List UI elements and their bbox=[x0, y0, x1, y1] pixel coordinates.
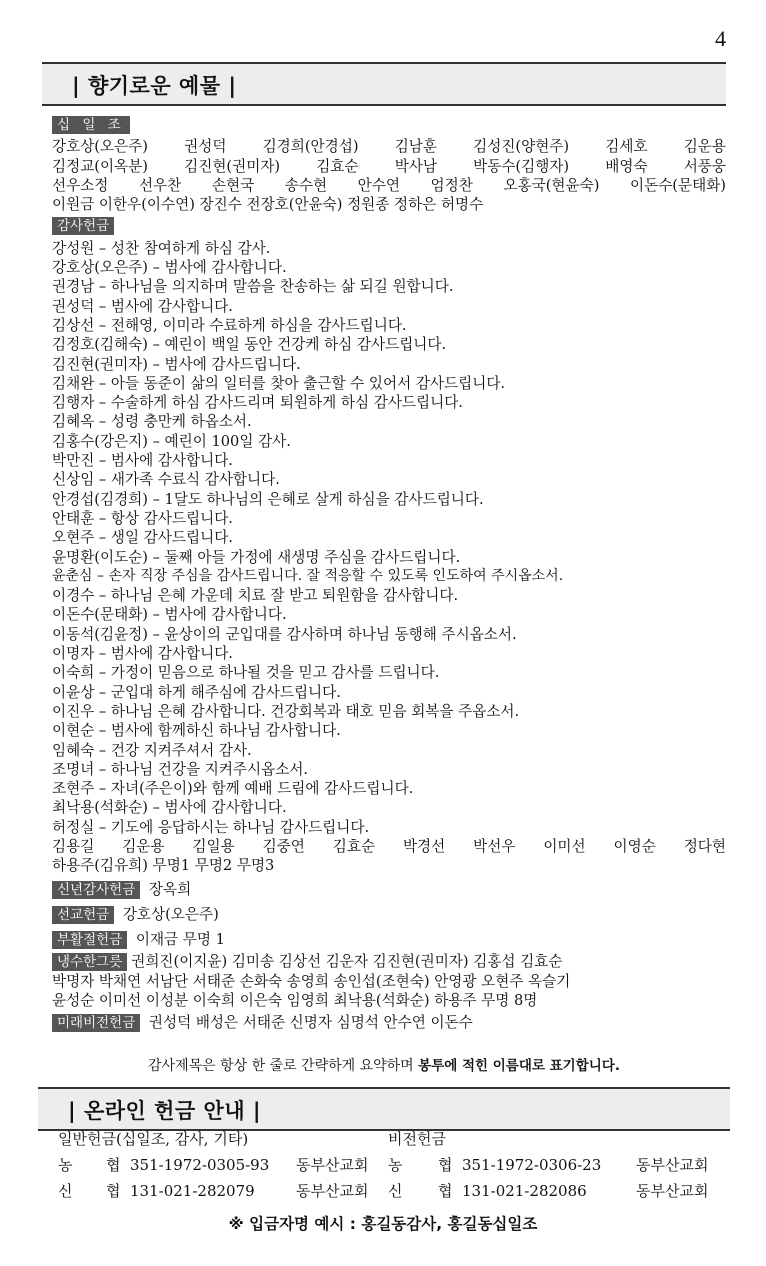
tithe-tag: 십 일 조 bbox=[52, 116, 130, 134]
thanks-line: 이돈수(문태화) – 범사에 감사합니다. bbox=[52, 606, 287, 624]
general-offering-label: 일반헌금(십일조, 감사, 기타) bbox=[58, 1130, 249, 1148]
account-holder: 동부산교회 bbox=[296, 1156, 369, 1174]
offering-section-header: | 향기로운 예물 | bbox=[42, 62, 726, 106]
thanks-line: 최낙용(석화순) – 범사에 감사합니다. bbox=[52, 799, 287, 817]
thanks-line: 김홍수(강은지) – 예린이 100일 감사. bbox=[52, 432, 291, 450]
offering-note bbox=[42, 1054, 726, 1075]
account-holder: 동부산교회 bbox=[636, 1156, 709, 1174]
thanks-line: 이현순 – 범사에 함께하신 하나님 감사합니다. bbox=[52, 722, 341, 740]
tithe-line: 이원금 이한우(이수연) 장진수 전장호(안윤숙) 정원종 정하은 허명수 bbox=[52, 196, 484, 214]
resurrection-names: 이재금 무명 1 bbox=[135, 931, 225, 949]
thanks-names-line: 하용주(김유희) 무명1 무명2 무명3 bbox=[52, 857, 275, 875]
new-year-tag: 신년감사헌금 bbox=[52, 881, 140, 899]
thanks-line: 권성덕 – 범사에 감사합니다. bbox=[52, 297, 233, 315]
thanks-line: 허정실 – 기도에 응답하시는 하나님 감사드립니다. bbox=[52, 818, 370, 836]
thanks-line: 박만진 – 범사에 감사합니다. bbox=[52, 452, 233, 470]
tithe-line: 강호상(오은주) 권성덕 김경희(안경섭) 김남훈 김성진(양현주) 김세호 김운용 bbox=[52, 138, 726, 156]
offering-content bbox=[52, 115, 726, 1036]
bank-name-suffix: 협 bbox=[438, 1156, 453, 1174]
water-cup-line: 윤성순 이미선 이성분 이숙희 이은숙 임영희 최낙용(석화순) 하용주 무명 8명 bbox=[52, 992, 538, 1010]
thanks-line: 윤춘심 – 손자 직장 주심을 감사드립니다. 잘 적응할 수 있도록 인도하여 주시옵소서. bbox=[52, 567, 564, 584]
water-cup-block bbox=[52, 952, 726, 1010]
depositor-name-example: ※ 입금자명 예시 : 홍길동감사, 홍길동십일조 bbox=[228, 1215, 538, 1233]
water-cup-line: 박명자 박채연 서남단 서태준 손화숙 송영희 송인섭(조현숙) 안영광 오현주 옥슬기 bbox=[52, 972, 571, 990]
thanks-line: 안경섭(김경희) – 1달도 하나님의 은혜로 살게 하심을 감사드립니다. bbox=[52, 490, 484, 508]
thanks-line: 안태훈 – 항상 감사드립니다. bbox=[52, 509, 233, 527]
thanks-line: 김채완 – 아들 동준이 삶의 일터를 찾아 출근할 수 있어서 감사드립니다. bbox=[52, 374, 506, 392]
thanks-line: 강성원 – 성찬 참여하게 하심 감사. bbox=[52, 239, 271, 257]
thanks-line: 강호상(오은주) – 범사에 감사합니다. bbox=[52, 259, 287, 277]
thanks-line: 이윤상 – 군입대 하게 해주심에 감사드립니다. bbox=[52, 683, 341, 701]
account-number[interactable]: 131-021-282079 bbox=[130, 1182, 255, 1200]
bank-name: 농 bbox=[388, 1156, 403, 1174]
thanks-line: 신상임 – 새가족 수료식 감사합니다. bbox=[52, 471, 280, 489]
thanks-line: 이진우 – 하나님 은혜 감사합니다. 건강회복과 태호 믿음 회복을 주옵소서. bbox=[52, 702, 520, 720]
resurrection-tag: 부활절헌금 bbox=[52, 931, 127, 949]
mission-tag: 선교헌금 bbox=[52, 906, 114, 924]
account-row bbox=[58, 1152, 738, 1178]
thanks-line: 이숙희 – 가정이 믿음으로 하나될 것을 믿고 감사를 드립니다. bbox=[52, 664, 440, 682]
tithe-line: 김정교(이옥분) 김진현(권미자) 김효순 박사남 박동수(김행자) 배영숙 서풍웅 bbox=[52, 157, 726, 175]
account-row bbox=[58, 1178, 738, 1204]
note-text: 감사제목은 항상 한 줄로 간략하게 요약하며 bbox=[148, 1058, 419, 1074]
vision-offering-label: 비전헌금 bbox=[388, 1130, 446, 1148]
thanks-line: 조현주 – 자녀(주은이)와 함께 예배 드림에 감사드립니다. bbox=[52, 780, 414, 798]
page-number: 4 bbox=[715, 26, 726, 51]
thanks-line: 임혜숙 – 건강 지켜주셔서 감사. bbox=[52, 741, 252, 759]
bank-name-suffix: 협 bbox=[106, 1182, 121, 1200]
account-number[interactable]: 131-021-282086 bbox=[462, 1182, 587, 1200]
thanks-tag: 감사헌금 bbox=[52, 217, 114, 235]
future-vision-tag: 미래비전헌금 bbox=[52, 1014, 140, 1032]
bank-name-suffix: 협 bbox=[438, 1182, 453, 1200]
bank-name: 신 bbox=[58, 1182, 73, 1200]
thanks-line: 김상선 – 전해영, 이미라 수료하게 하심을 감사드립니다. bbox=[52, 316, 407, 334]
water-cup-tag: 냉수한그릇 bbox=[52, 953, 127, 971]
account-number[interactable]: 351-1972-0306-23 bbox=[462, 1156, 602, 1174]
thanks-line: 권경남 – 하나님을 의지하며 말씀을 찬송하는 삶 되길 원합니다. bbox=[52, 278, 454, 296]
online-section-header: | 온라인 헌금 안내 | bbox=[38, 1087, 730, 1131]
note-bold-text: 봉투에 적힌 이름대로 표기합니다. bbox=[418, 1058, 620, 1074]
future-vision-names: 권성덕 배성은 서태준 신명자 심명석 안수연 이돈수 bbox=[148, 1014, 473, 1032]
thanks-line: 오현주 – 생일 감사드립니다. bbox=[52, 529, 233, 547]
bank-name-suffix: 협 bbox=[106, 1156, 121, 1174]
account-holder: 동부산교회 bbox=[296, 1182, 369, 1200]
account-holder: 동부산교회 bbox=[636, 1182, 709, 1200]
thanks-line: 조명녀 – 하나님 건강을 지켜주시옵소서. bbox=[52, 760, 309, 778]
bank-name: 신 bbox=[388, 1182, 403, 1200]
thanks-line: 김혜옥 – 성령 충만케 하옵소서. bbox=[52, 413, 252, 431]
tithe-list bbox=[52, 137, 726, 214]
tithe-line: 선우소정 선우찬 손현국 송수현 안수연 엄정찬 오홍국(현윤숙) 이돈수(문태화) bbox=[52, 176, 726, 194]
bank-name: 농 bbox=[58, 1156, 73, 1174]
thanks-list bbox=[52, 239, 726, 876]
new-year-names: 장옥희 bbox=[148, 880, 192, 898]
thanks-line: 이동석(김윤정) – 윤상이의 군입대를 감사하며 하나님 동행해 주시옵소서. bbox=[52, 625, 517, 643]
water-cup-line: 권희진(이지윤) 김미송 김상선 김운자 김진현(권미자) 김홍섭 김효순 bbox=[131, 953, 563, 971]
thanks-names-line: 김용길 김운용 김일용 김중연 김효순 박경선 박선우 이미선 이영순 정다현 bbox=[52, 837, 726, 855]
mission-names: 강호상(오은주) bbox=[122, 905, 219, 923]
thanks-line: 김정호(김해숙) – 예린이 백일 동안 건강케 하심 감사드립니다. bbox=[52, 336, 447, 354]
online-accounts bbox=[58, 1126, 738, 1204]
thanks-line: 윤명환(이도순) – 둘째 아들 가정에 새생명 주심을 감사드립니다. bbox=[52, 548, 461, 566]
thanks-line: 이경수 – 하나님 은혜 가운데 치료 잘 받고 퇴원함을 감사합니다. bbox=[52, 587, 459, 605]
thanks-line: 이명자 – 범사에 감사합니다. bbox=[52, 645, 233, 663]
thanks-line: 김진현(권미자) – 범사에 감사드립니다. bbox=[52, 355, 301, 373]
thanks-line: 김행자 – 수술하게 하심 감사드리며 퇴원하게 하심 감사드립니다. bbox=[52, 394, 463, 412]
account-number[interactable]: 351-1972-0305-93 bbox=[130, 1156, 270, 1174]
